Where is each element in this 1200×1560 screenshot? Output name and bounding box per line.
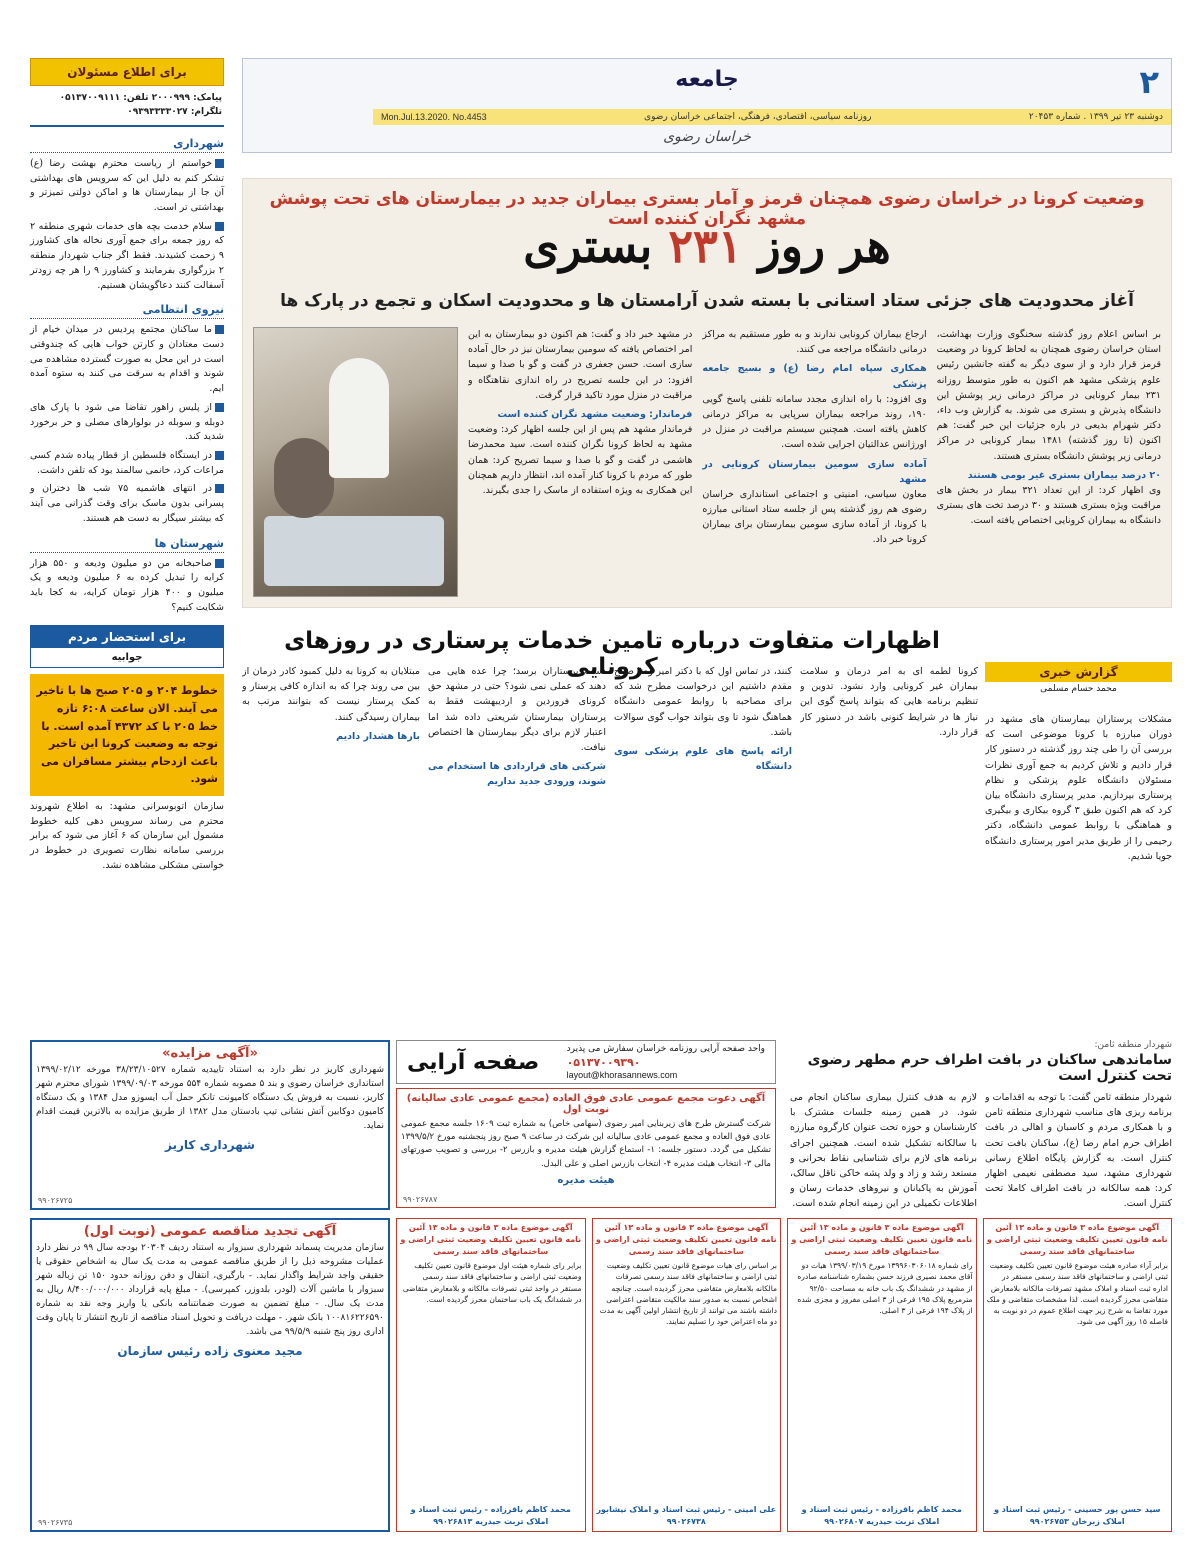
- masthead: [242, 58, 1172, 153]
- sidebar-header: برای اطلاع مسئولان: [30, 58, 224, 86]
- lead-headline: هر روز ۲۳۱ بستری: [523, 219, 891, 273]
- ad-code: ۹۹۰۲۶۷۳۵: [38, 1518, 73, 1527]
- section-title: نیروی انتظامی: [30, 303, 224, 319]
- layout-service-ad: [396, 1040, 776, 1084]
- reply-label: جوابیه: [111, 652, 143, 664]
- headline-number: ۲۳۱: [668, 219, 743, 273]
- reader-message: در ایستگاه فلسطین از قطار پیاده شدم کسی مراعات کرد، خانمی سالمند بود که تلفن داشت.: [30, 450, 224, 476]
- reader-message: ما ساکنان مجتمع پردیس در میدان خیام از دست معتادان و کارتن خواب هایی که چندوقتی است در این محل به صورت گسترده مشاهده می شوند و اقدام به سرقت می کنند به ستوه آمده ایم.: [30, 324, 224, 395]
- sidebar-section-towns: [30, 537, 224, 616]
- auction-title: «آگهی مزایده»: [162, 1046, 258, 1061]
- story2-columns: [242, 664, 978, 1034]
- bullet-icon: [215, 325, 224, 334]
- meeting-body: شرکت گسترش طرح های زیربنایی امیر رضوی (سهامی خاص) به شماره ثبت ۱۶۰۹ جلسه مجمع عمومی عادی فوق العاده و مجمع عمومی عادی سالیانه این شرکت در ساعت ۹ صبح روز پنجشنبه مورخ ۱۳۹۹/۵/۲ تشکیل می گردد. دستور جلسه: ۱- استماع گزارش هیئت مدیره و بازرس ۲- بررسی و تصویب صورتهای مالی ۳- انتخاب هیئت مدیره ۴- انتخاب بازرس اصلی و علی البدل.: [401, 1119, 771, 1169]
- story2-column: کنند، در تماس اول که با دکتر امیر رضا صالح مقدم داشتیم این درخواست مطرح شد که برای مصاحبه با روابط عمومی دانشگاه هماهنگ شود تا وی بتواند جواب گوی سوالات باشد. ارائه پاسخ های علوم پزشکی سوی دانشگاه: [614, 664, 792, 1034]
- contact-line-sms: پیامک: ۲۰۰۰۹۹۹ تلفن: ۰۵۱۳۷۰۰۹۱۱۱: [59, 93, 222, 103]
- sidebar-section-police: [30, 303, 224, 526]
- notice-body: برابر رای شماره هیئت اول موضوع قانون تعیین تکلیف وضعیت ثبتی اراضی و ساختمانهای فاقد سند رسمی مستقر در واحد ثبتی تصرفات مالکانه و بلامعارض متقاضی در ششدانگ یک باب ساختمان محرز گردیده است.: [402, 1261, 582, 1304]
- column-subheading: ۲۰ درصد بیماران بستری غیر بومی هستند: [967, 469, 1161, 481]
- masthead-info-bar: [373, 109, 1171, 125]
- ad-code: ۹۹۰۲۶۷۳۸: [666, 1517, 706, 1526]
- story2-column: دست پرستاران برسد؛ چرا عده هایی می دهند که عملی نمی شود؟ حتی در مشهد حق کرونای فروردین و اردیبهشت فقط به پرستاران بیمارستان شریعتی داده شد اما اعتبار لازم برای دیگر بیمارستان ها اختصاص نیافت. شرکتی های قراردادی ها استخدام می شوند، ورودی جدید نداریم: [428, 664, 606, 1034]
- medical-worker-figure: [329, 358, 389, 478]
- legal-notice: [592, 1218, 782, 1532]
- sidebar-section-municipality: [30, 137, 224, 293]
- public-info-box: [30, 625, 224, 668]
- column-subheading: بارها هشدار دادیم: [336, 730, 420, 742]
- author-name: محمد حسام مسلمی: [1040, 684, 1117, 694]
- tagline: روزنامه سیاسی، اقتصادی، فرهنگی، اجتماعی خراسان رضوی: [644, 112, 872, 122]
- notice-body: رای شماره ۱۳۹۹۶۰۳۰۶۰۱۸ مورخ ۱۳۹۹/۰۳/۱۹ هیات دو آقای محمد نصیری فرزند حسن بشماره شناسنامه صادره از مشهد در ششدانگ یک باب خانه به مساحت ۹۲/۵۰ مترمربع پلاک ۱۹۵ فرعی از ۳ اصلی مفروز و مجزی شده از پلاک ۱۹۴ فرعی از ۳ اصلی.: [797, 1261, 973, 1315]
- bullet-icon: [215, 451, 224, 460]
- bullet-icon: [215, 559, 224, 568]
- meeting-title: آگهی دعوت مجمع عمومی عادی فوق العاده (مجمع عمومی عادی سالیانه) نوبت اول: [406, 1093, 766, 1115]
- tender-signature: مجید معنوی زاده رئیس سازمان: [117, 1343, 303, 1358]
- official-reply: سازمان اتوبوسرانی مشهد: به اطلاع شهروند محترم می رساند سرویس دهی کلیه خطوط مشمول این سازمان که ۶ آغاز می شود که برابر بررسی سامانه نظارت تصویری در خطوط در خواستی مشکلی مشاهده نشد.: [30, 801, 225, 871]
- public-info-header: برای استحضار مردم: [31, 626, 223, 648]
- legal-notice: [787, 1218, 977, 1532]
- bullet-icon: [215, 222, 224, 231]
- column-subheading: شرکتی های قراردادی ها استخدام می شوند، ورودی جدید نداریم: [428, 761, 606, 788]
- tender-title: آگهی تجدید مناقصه عمومی (نوبت اول): [83, 1224, 337, 1239]
- notice-body: برابر آراء صادره هیئت موضوع قانون تعیین تکلیف وضعیت ثبتی اراضی و ساختمانهای فاقد سند رسمی مستقر در اداره ثبت اسناد و املاک مشهد تصرفات مالکانه بلامعارض متقاضی محرز گردیده است. لذا مشخصات متقاضی و ملک مورد تقاضا به شرح زیر جهت اطلاع عموم در دو نوبت به فاصله ۱۵ روز آگهی می شود.: [986, 1261, 1168, 1327]
- tender-ad: [30, 1218, 390, 1532]
- notice-signature: سید حسن پور حسینی - رئیس ثبت اسناد و املاک زبرخان ۹۹۰۲۶۷۵۳: [994, 1505, 1161, 1526]
- auction-body: شهرداری کاریز در نظر دارد به استناد تاییدیه شماره ۳۸/۲۳/۱۰۵۲۷ مورخه ۱۳۹۹/۰۲/۱۲ استانداری خراسان رضوی و بند ۵ مصوبه شماره ۵۵۴ مورخه ۱۳۹۹/۰۹/۰۳ شورای محترم شهر کاریز، نسبت به فروش یک دستگاه کامیونت تانکر حمل آب ایسوزو مدل ۱۳۸۴ و یک دستگاه کامیون دوکابین آتش نشانی تیپ بادستان مدل ۱۳۸۲ از طریق مزایده به بالاترین قیمت اقدام نماید.: [36, 1065, 385, 1131]
- lead-column: بر اساس اعلام روز گذشته سخنگوی وزارت بهداشت، استان خراسان رضوی همچنان به لحاظ کرونا در وضعیت قرمز قرار دارد و از سوی دیگر به گفته جانشین رئیس علوم پزشکی مشهد هم اکنون به طور متوسط روزانه ۲۳۱ بیمار کرونایی در مراکز درمانی زیر پوشش این دانشگاه پذیرش و بستری می شوند. به گزارش وب داء، دکتر شهرام بدیعی در باره جزئیات این خبر گفت: هم اکنون (تا روز گذشته) ۱۴۸۱ بیمار کرونایی در مراکز درمانی زیر پوشش دانشگاه بستری هستند. ۲۰ درصد بیماران بستری غیر بومی هستند وی اظهار کرد: از این تعداد ۳۲۱ بیمار در بخش های مراقبت ویژه بستری هستند و ۳۰ درصد تخت های بستری دانشگاه به بیماران کرونایی اختصاص یافته است.: [936, 329, 1161, 527]
- page-number: ۲: [1139, 63, 1159, 101]
- brief-column: لازم به هدف کنترل بیماری ساکنان انجام می شود. در همین زمینه جلسات مشترک با کارشناسان و حوزه تحت عنوان کارگروه مبارزه با سالکانه تشکیل شده است. همچنین اجرای برنامه های لازم برای شناسایی نقاط بحرانی و مستعد رشد و زاد و ولد پشه خاکی ناقل سالک، آموزش به پاکبانان و نیروهای خدمات رسان و اطلاعات تکمیلی در این زمینه انجام شده است.: [790, 1092, 977, 1210]
- layout-phone: ۰۵۱۳۷۰۰۹۳۹۰: [566, 1055, 641, 1069]
- section-title: شهرستان ها: [30, 537, 224, 553]
- column-subheading: همکاری سپاه امام رضا (ع) و بسیج جامعه پزشکی: [702, 363, 927, 390]
- brief-label: شهردار منطقه ثامن:: [1094, 1040, 1172, 1050]
- layout-description: واحد صفحه آرایی روزنامه خراسان سفارش می پذیرد: [566, 1043, 765, 1054]
- ad-code: ۹۹۰۲۶۷۲۵: [38, 1196, 73, 1205]
- notice-body: بر اساس رای هیات موضوع قانون تعیین تکلیف وضعیت ثبتی اراضی و ساختمانهای فاقد سند رسمی تصرفات مالکانه بلامعارض متقاضی محرز گردیده است. چنانچه اشخاص نسبت به صدور سند مالکیت متقاضی اعتراضی داشته باشند می توانند از تاریخ انتشار اولین آگهی به مدت دو ماه اعتراض خود را تسلیم نمایند.: [599, 1261, 777, 1327]
- lead-subhead: آغاز محدودیت های جزئی ستاد استانی با بسته شدن آرامستان ها و محدودیت اسکان و تجمع در پارک ها: [280, 291, 1134, 311]
- reader-message: سلام خدمت بچه های خدمات شهری منطقه ۲ که روز جمعه برای جمع آوری نخاله های کشاورز ۹ زحمت کشیدند. فقط اگر جناب شهردار منطقه ۲ بزرگواری بفرمایند و کشاورز ۹ را هر چه زودتر آسفالت کنند دعاگویشان هستیم.: [30, 220, 224, 291]
- section-title: شهرداری: [30, 137, 224, 153]
- legal-notice: [983, 1218, 1173, 1532]
- sidebar-contact: [30, 86, 224, 127]
- hospital-bed: [264, 516, 444, 586]
- notice-title: آگهی موضوع ماده ۳ قانون و ماده ۱۳ آئین نامه قانون تعیین تکلیف وضعیت ثبتی اراضی و ساختمانهای فاقد سند رسمی: [400, 1223, 582, 1256]
- notice-signature: محمد کاظم باقرزاده - رئیس ثبت اسناد و املاک تربت حیدریه ۹۹۰۲۶۸۰۷: [801, 1505, 962, 1526]
- reader-message: از پلیس راهور تقاضا می شود با پارک های دوبله و سوبله در بولوارهای مصلی و حر برخورد شدید کند.: [30, 401, 224, 443]
- reader-message: در انتهای هاشمیه ۷۵ شب ها دختران و پسرانی بدون ماسک برای وقت گذرانی می آیند که بیشتر سیگار به دست هم هستند.: [30, 483, 224, 524]
- reader-message: خواستم از ریاست محترم بهشت رضا (ع) تشکر کنم به دلیل این که سرویس های بهداشتی آن جا از بیمارستان ها و اماکن دولتی تمیزتر و بهداشتی تر است.: [30, 157, 224, 213]
- highlighted-complaint: خطوط ۲۰۴ و ۲۰۵ صبح ها با تاخیر می آیند. الان ساعت ۶:۰۸ تازه خط ۲۰۵ با کد ۴۳۷۲ آمده است. با توجه به وضعیت کرونا این تاخیر باعث ازدحام بیشتر مسافران می شود.: [30, 674, 224, 796]
- column-subheading: ارائه پاسخ های علوم پزشکی سوی دانشگاه: [614, 745, 792, 773]
- column-subheading: فرماندار: وضعیت مشهد نگران کننده است: [497, 408, 693, 420]
- ad-code: ۹۹۰۲۶۷۸۷: [403, 1195, 438, 1204]
- reader-message: صاحبخانه من دو میلیون ودیعه و ۵۵۰ هزار کرایه را تبدیل کرده به ۶ میلیون ودیعه و یک میلیون و ۴۰۰ هزار تومان کرایه، به کجا باید شکایت کنیم؟: [30, 557, 225, 613]
- ad-code: ۹۹۰۲۶۸۱۳: [433, 1517, 473, 1526]
- issue-date: دوشنبه ۲۳ تیر ۱۳۹۹ . شماره ۲۰۴۵۳: [1028, 112, 1163, 122]
- ad-code: ۹۹۰۲۶۷۵۳: [1029, 1517, 1069, 1526]
- layout-email: layout@khorasannews.com: [566, 1069, 678, 1080]
- story2-column: کرونا لطمه ای به امر درمان و سلامت بیماران غیر کرونایی وارد نشود. تدوین و تنظیم برنامه هایی که بتواند پاسخ گوی این نیاز ها در شرایط کنونی باشد در دستور کار قرار دارد.: [800, 666, 978, 738]
- lead-story: [242, 178, 1172, 608]
- tender-body: سازمان مدیریت پسماند شهرداری سبزوار به استناد ردیف ۲۰۳۰۴ بودجه سال ۹۹ در نظر دارد عملیات مشروحه ذیل را از طریق مناقصه عمومی به مدت یک سال به اشخاص حقوقی یا حقیقی واجد شرایط واگذار نماید. - بارگیری، انتقال و دفن روزانه حدود ۱۵۰ تن زباله شهر سبزوار با ماشین آلات (لودر، بلدوزر، کمپرسی). - مبلغ پایه قرارداد ۸/۴۰۰/۰۰۰/۰۰۰ ریال به مدت یک سال. - مبلغ تضمین به صورت ضمانتنامه بانکی یا واریز وجه نقد به شماره ۱۰۰۸۱۶۲۲۶۵۹۰ بانک شهر. - مهلت دریافت و تحویل اسناد مناقصه از تاریخ انتشار تا پایان وقت اداری روز پنج شنبه ۹۹/۵/۹ می باشد.: [36, 1243, 385, 1337]
- legal-notice: [396, 1218, 586, 1532]
- meeting-signature: هیئت مدیره: [557, 1174, 615, 1186]
- issue-date-en: Mon.Jul.13.2020. No.4453: [381, 112, 487, 122]
- lead-column: در مشهد خبر داد و گفت: هم اکنون دو بیمارستان به این امر اختصاص یافته که سومین بیمارستان نیز در حال آماده سازی است. حسن جعفری در گفت و گو با صدا و سیما افزود: در این جلسه تصریح در راه اندازی نقاهتگاه و مراقبت در منزل مورد تاکید قرار گرفت. فرماندار: وضعیت مشهد نگران کننده است فرماندار مشهد هم پس از این جلسه اظهار کرد: وضعیت مشهد به لحاظ کرونا نگران کننده است. سید محمدرضا هاشمی در گفت و گو با صدا و سیما تصریح کرد: همان طور که مردم با کرونا کنار آمده اند، انتظار داریم همچنان این همکاری به ویژه استفاده از ماسک را جدی بگیرند.: [468, 329, 693, 496]
- lead-kicker: وضعیت کرونا در خراسان رضوی همچنان قرمز و آمار بستری بیماران جدید در بیمارستان های تحت پوشش مشهد نگران کننده است: [269, 189, 1145, 229]
- report-type: گزارش خبری: [985, 662, 1172, 682]
- newspaper-logo: خراسان رضوی: [663, 129, 751, 145]
- story2-intro-column: مشکلات پرستاران بیمارستان های مشهد در دوران مبارزه با کرونا موضوعی است که بررسی آن را طی چند روز گذشته در دستور کار قرار دادیم و تلاش کردیم به جمع آوری نظرات مسئولان دانشگاه علوم پزشکی و نظام پرستاری بپردازیم. مدیر پرستاری دانشگاه بیان کرد که هم اکنون طبق ۳ گروه بیکاری و بیگیری و هماهنگی با روابط عمومی دانشگاه، دکتر رحیمی را از طریق مدیر امور پرستاری دانشگاه جویا شدیم.: [985, 714, 1172, 862]
- auction-ad: [30, 1040, 390, 1210]
- patient-figure: [274, 438, 334, 518]
- section-title: جامعه: [675, 67, 739, 92]
- column-subheading: آماده سازی سومین بیمارستان کرونایی در مشهد: [702, 458, 927, 485]
- story2-headline: اظهارات متفاوت درباره تامین خدمات پرستاری در روزهای کرونایی: [284, 628, 940, 680]
- legal-notices: [396, 1218, 1172, 1532]
- story2-column: مبتلایان به کرونا به دلیل کمبود کادر درمان از بین می روند چرا که به اندازه کافی پرستار و کمک پرستار نیست که بتوانند مرتب به بیماران رسیدگی کنند. بارها هشدار دادیم: [242, 664, 420, 1034]
- notice-title: آگهی موضوع ماده ۳ قانون و ماده ۱۳ آئین نامه قانون تعیین تکلیف وضعیت ثبتی اراضی و ساختمانهای فاقد سند رسمی: [595, 1223, 777, 1256]
- brief-column: شهردار منطقه ثامن گفت: با توجه به اقدامات و برنامه ریزی های مناسب شهرداری منطقه ثامن و با همکاری مردم و کاسبان و اهالی در بافت اطراف حرم امام رضا (ع)، ساکنان بافت تحت کنترل است. به گزارش پایگاه اطلاع رسانی شهرداری مشهد، سید مصطفی نعیمی اظهار کرد: همه سالکانه در بافت اطراف کاملا تحت کنترل است.: [985, 1092, 1172, 1210]
- bullet-icon: [215, 159, 224, 168]
- contact-line-telegram: تلگرام: ۰۹۳۹۳۳۳۳۰۲۷: [127, 107, 222, 118]
- ad-code: ۹۹۰۲۶۸۰۷: [824, 1517, 864, 1526]
- brief-title: ساماندهی ساکنان در بافت اطراف حرم مطهر رضوی تحت کنترل است: [807, 1052, 1172, 1084]
- notice-title: آگهی موضوع ماده ۳ قانون و ماده ۱۳ آئین نامه قانون تعیین تکلیف وضعیت ثبتی اراضی و ساختمانهای فاقد سند رسمی: [791, 1223, 973, 1256]
- meeting-ad: [396, 1088, 776, 1208]
- city-brief: [790, 1040, 1172, 1210]
- notice-title: آگهی موضوع ماده ۳ قانون و ماده ۱۳ آئین نامه قانون تعیین تکلیف وضعیت ثبتی اراضی و ساختمانهای فاقد سند رسمی: [986, 1223, 1168, 1256]
- lead-column: ارجاع بیماران کرونایی ندارند و به طور مستقیم به مراکز درمانی دانشگاه مراجعه می کنند. همکاری سپاه امام رضا (ع) و بسیج جامعه پزشکی وی افزود: با راه اندازی مجدد سامانه تلفنی پاسخ گویی ۱۹۰، روند مراجعه بیماران سرپایی به مراکز درمانی کاهش یافته است. همچنین سیستم مراقبت در منزل در اورژانس عدالتیان اجرایی شده است. آماده سازی سومین بیمارستان کرونایی در مشهد معاون سیاسی، امنیتی و اجتماعی استانداری خراسان رضوی هم روز گذشته پس از جلسه ستاد استانی مبارزه با کرونا، از آماده سازی سومین بیمارستان برای بیماران کرونا خبر داد.: [702, 329, 927, 546]
- lead-photo: [253, 327, 458, 597]
- bullet-icon: [215, 403, 224, 412]
- report-label: [985, 662, 1172, 694]
- notice-signature: علی امینی - رئیس ثبت اسناد و املاک نیشابور ۹۹۰۲۶۷۳۸: [596, 1505, 777, 1526]
- bullet-icon: [215, 484, 224, 493]
- auction-signature: شهرداری کاریز: [165, 1137, 255, 1152]
- notice-signature: محمد کاظم باقرزاده - رئیس ثبت اسناد و املاک تربت حیدریه ۹۹۰۲۶۸۱۳: [410, 1505, 571, 1526]
- lead-columns: [253, 327, 1161, 601]
- layout-title: صفحه آرایی: [407, 1049, 540, 1075]
